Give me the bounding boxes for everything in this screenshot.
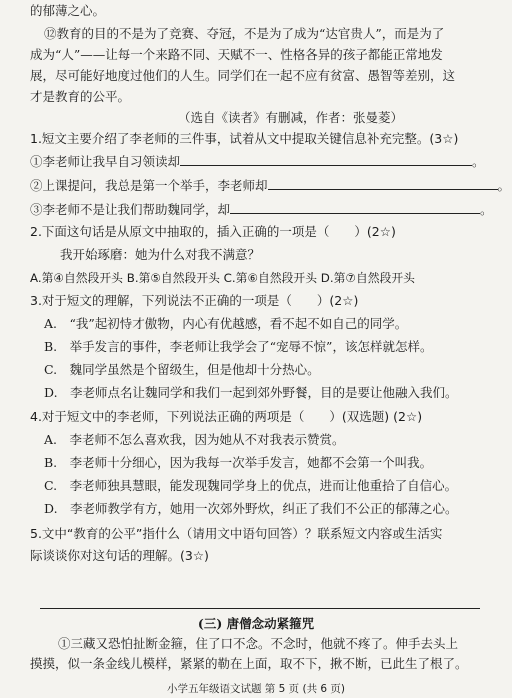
- section-3-title: (三) 唐僧念动紧箍咒: [197, 616, 315, 631]
- question-3-option-b: B. 举手发言的事件，李老师让我学会了“宠辱不惊”，该怎样就怎样。: [44, 339, 433, 354]
- end-mark: 。: [480, 202, 493, 217]
- page-footer: 小学五年级语文试题 第 5 页 (共 6 页): [166, 683, 346, 695]
- question-4-stem: 4.对于短文中的李老师，下列说法正确的两项是（ ）(双选题) (2☆): [30, 409, 423, 424]
- question-4-option-c: C. 李老师独具慧眼，能发现魏同学身上的优点，进而让他重拾了自信心。: [44, 478, 458, 493]
- section-3-line-1: ①三藏又恐怕扯断金箍，住了口不念。不念时，他就不疼了。伸手去头上: [58, 636, 459, 651]
- passage-source: （选自《读者》有删减，作者：张曼菱）: [178, 110, 404, 125]
- item-prefix: ①李老师让我早自习领读却: [30, 154, 181, 169]
- question-4-option-b: B. 李老师十分细心，因为我每一次举手发言，她都不会第一个叫我。: [44, 455, 433, 470]
- item-prefix: ②上课提问，我总是第一个举手，李老师却: [30, 178, 268, 193]
- item-prefix: ③李老师不是让我们帮助魏同学，却: [30, 202, 231, 217]
- end-mark: 。: [472, 154, 485, 169]
- section-divider: [40, 608, 480, 609]
- question-1-item-2: [30, 177, 510, 194]
- passage-line: ⑫教育的目的不是为了竞赛、夺冠，不是为了成为“达官贵人”，而是为了: [44, 26, 445, 41]
- question-3-option-c: C. 魏同学虽然是个留级生，但是他却十分热心。: [44, 362, 320, 377]
- passage-line: 展，尽可能好地度过他们的人生。同学们在一起不应有贫富、愚智等差别，这: [30, 68, 456, 83]
- question-3-option-d: D. 李老师点名让魏同学和我们一起到郊外野餐，目的是要让他融入我们。: [44, 385, 458, 400]
- question-4-option-d: D. 李老师教学有方，她用一次郊外野炊，纠正了我们不公正的郁薄之心。: [44, 501, 458, 516]
- question-1-stem: 1.短文主要介绍了李老师的三件事，试着从文中提取关键信息补充完整。(3☆): [30, 131, 459, 146]
- question-5-line-2: 际谈谈你对这句话的理解。(3☆): [30, 548, 209, 563]
- question-3-stem: 3.对于短文的理解，下列说法不正确的一项是（ ）(2☆): [30, 293, 359, 308]
- passage-line: 成为“人”——让每一个来路不同、天赋不一、性格各异的孩子都能正常地发: [30, 47, 443, 62]
- answer-blank[interactable]: [268, 177, 498, 190]
- end-mark: 。: [497, 178, 511, 193]
- answer-blank[interactable]: [230, 201, 480, 214]
- question-2-options: A.第④自然段开头 B.第⑤自然段开头 C.第⑥自然段开头 D.第⑦自然段开头: [30, 271, 415, 285]
- question-1-item-3: [30, 201, 493, 218]
- passage-line: 的郁薄之心。: [30, 3, 106, 18]
- question-2-quote: 我开始琢磨：她为什么对我不满意？: [60, 247, 261, 262]
- question-3-option-a: A. “我”起初恃才傲物，内心有优越感，看不起不如自己的同学。: [44, 316, 408, 331]
- passage-line: 才是教育的公平。: [30, 89, 131, 104]
- question-4-option-a: A. 李老师不怎么喜欢我，因为她从不对我表示赞赏。: [44, 432, 345, 447]
- question-1-item-1: [30, 153, 485, 170]
- answer-blank[interactable]: [180, 153, 472, 166]
- question-2-stem: 2.下面这句话是从原文中抽取的，插入正确的一项是（ ）(2☆): [30, 224, 396, 239]
- question-5-line-1: 5.文中“教育的公平”指什么（请用文中语句回答）？联系短文内容或生活实: [30, 526, 443, 541]
- section-3-line-2: 摸摸，似一条金线儿模样，紧紧的勒在上面，取不下，揪不断，已此生了根了。: [30, 656, 468, 671]
